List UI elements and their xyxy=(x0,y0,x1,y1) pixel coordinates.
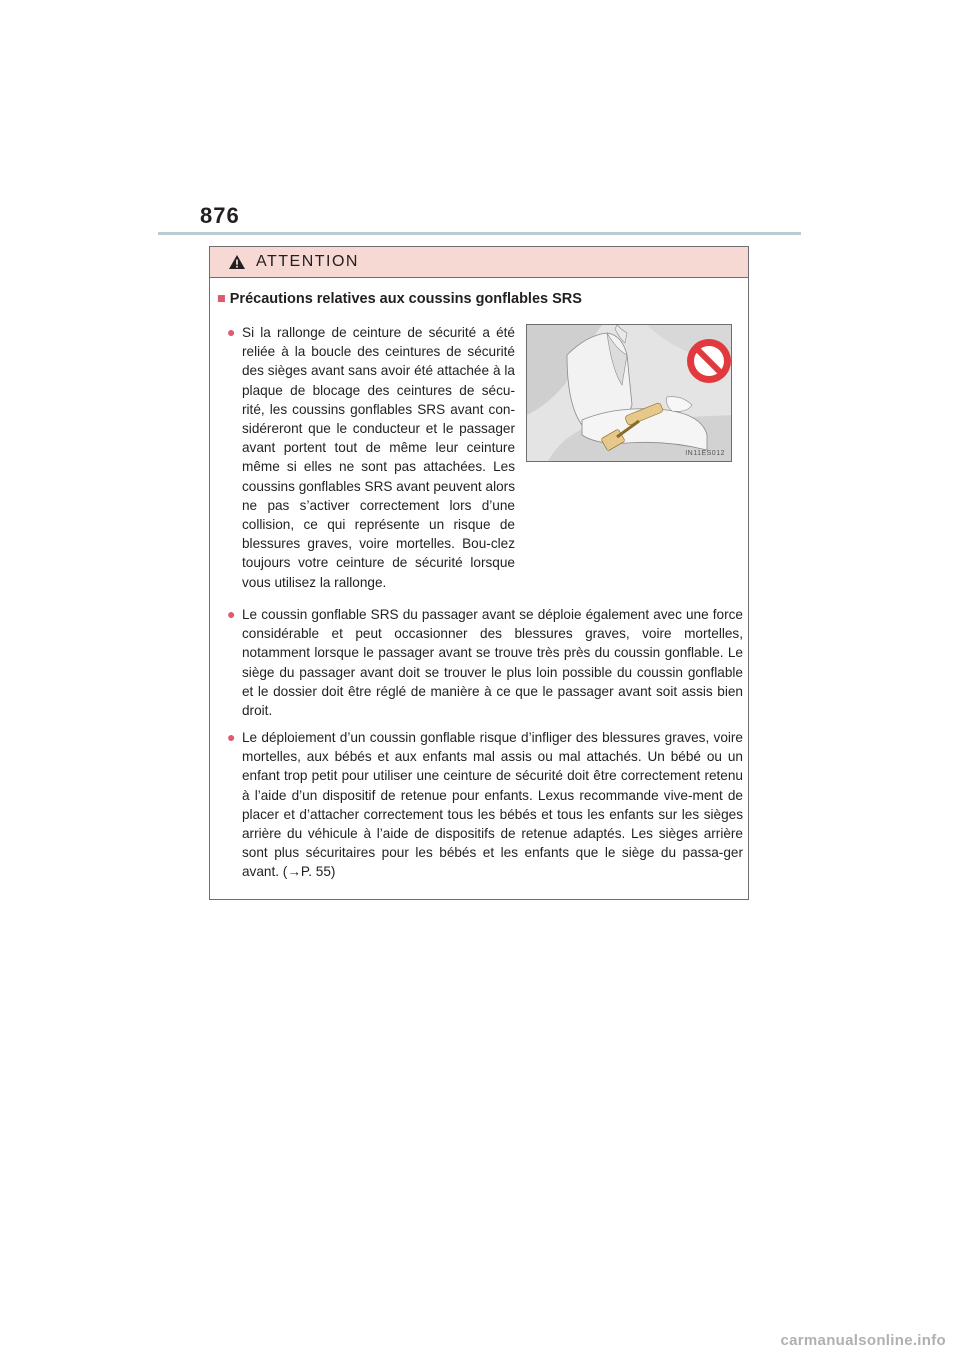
page-number: 876 xyxy=(200,203,240,228)
bullet-item xyxy=(227,605,743,720)
bullet-item xyxy=(227,728,743,882)
bullet-dot-icon: ● xyxy=(227,729,236,745)
section-heading-text: Précautions relatives aux coussins gonflables SRS xyxy=(229,291,582,307)
bullet-text: Le déploiement d’un coussin gonflable risque d’infliger des blessures graves, voire mortelles, aux bébés et aux enfants mal assis ou mal attachés. Un bébé ou un enfant trop petit pour utiliser une ceinture de sécurité doit être correctement retenu à l’aide d’un dispositif de retenue pour enfants. Lexus recommande vive-ment de placer et d’attacher correctement tous les bébés et tous les enfants sur les sièges arrière du véhicule à l’aide de dispositifs de retenue adaptés. Les sièges arrière sont plus sécuritaires pour les bébés et les enfants que le siège du passa-ger avant. (→P. 55) xyxy=(242,730,743,880)
caution-box xyxy=(209,246,749,900)
caution-header xyxy=(210,247,748,278)
watermark: carmanualsonline.info xyxy=(780,1332,946,1349)
bullet-dot-icon: ● xyxy=(227,324,236,340)
bullet-text: Le coussin gonflable SRS du passager avant se déploie également avec une force considérable et peut occasionner des blessures graves, voire mortelles, notamment lorsque le passager avant se trouve très près du coussin gonflable. Le siège du passager avant doit se trouver le plus loin possible du coussin gonflable et le dossier doit être réglé de manière à ce que le passager avant soit assis bien droit. xyxy=(242,607,743,719)
top-rule xyxy=(158,232,801,235)
bullet-item xyxy=(227,323,515,592)
warning-triangle-icon xyxy=(228,254,246,270)
bullet-text: Si la rallonge de ceinture de sécurité a été reliée à la boucle des ceintures de sécurité des sièges avant sans avoir été attachée à la plaque de blocage des ceintures de sécu-rité, les coussins gonflables SRS avant con-sidéreront que le conducteur et le passager avant portent tout de même leur ceinture même si elles ne sont pas attachées. Les coussins gonflables SRS avant peuvent alors ne pas s’activer correctement lors d’une collision, ce qui représente un risque de blessures graves, voire mortelles. Bou-clez toujours votre ceinture de sécurité lorsque vous utilisez la rallonge. xyxy=(242,325,515,590)
illustration-code: IN11ES012 xyxy=(685,450,725,457)
square-bullet-icon: ■ xyxy=(217,291,226,307)
caution-title: ATTENTION xyxy=(256,253,359,270)
bullet-dot-icon: ● xyxy=(227,606,236,622)
section-heading xyxy=(217,291,582,307)
seatbelt-extender-illustration xyxy=(526,324,732,462)
